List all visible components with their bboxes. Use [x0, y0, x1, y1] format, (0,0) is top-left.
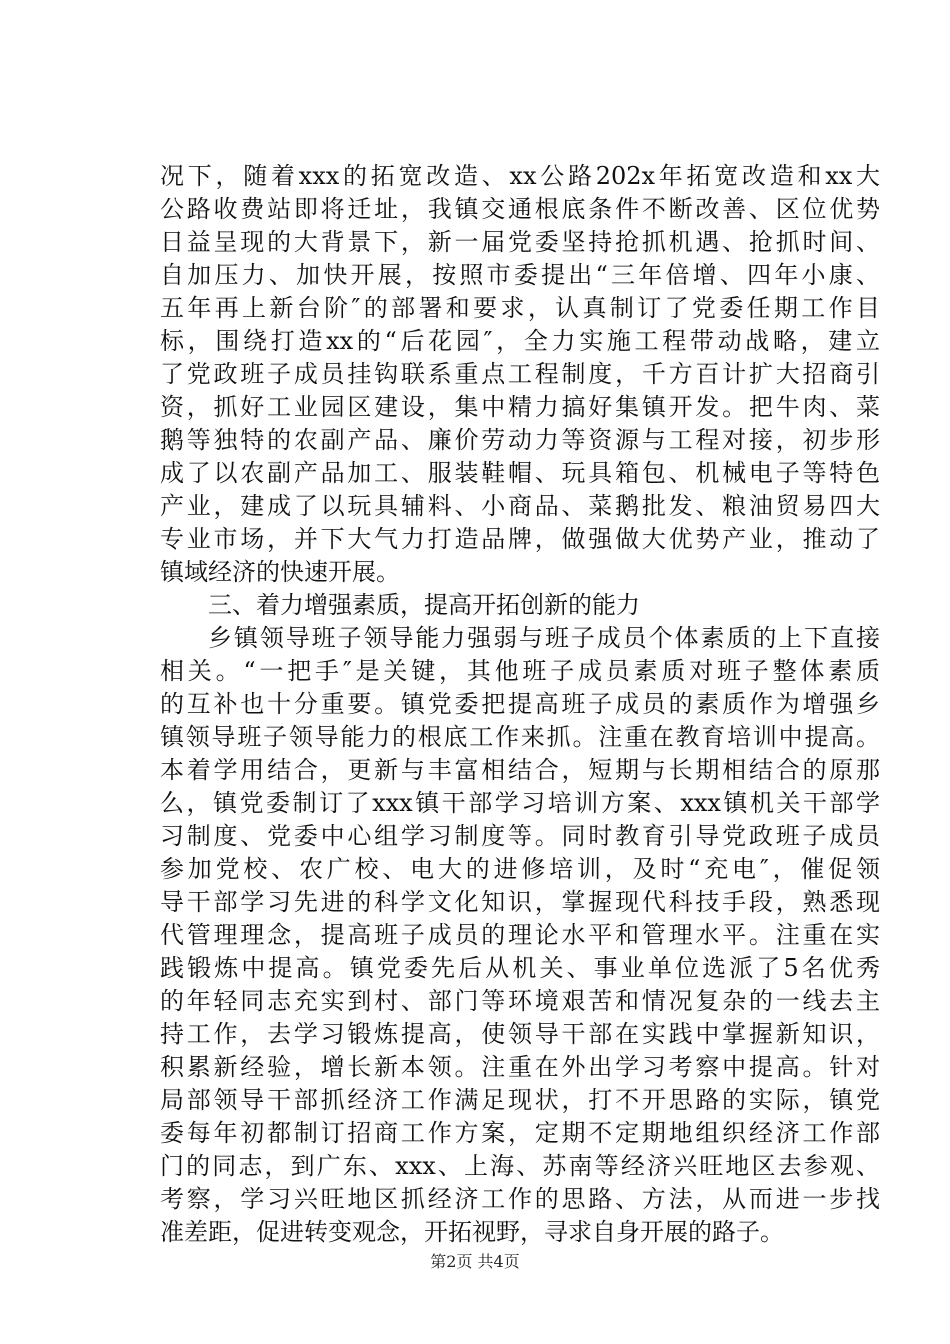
text-line: 局部领导干部抓经济工作满足现状，打不开思路的实际，镇党	[160, 1086, 880, 1114]
text-line: 门的同志，到广东、xxx、上海、苏南等经济兴旺地区去参观、	[160, 1152, 880, 1180]
text-line: 成了以农副产品加工、服装鞋帽、玩具箱包、机械电子等特色	[160, 459, 880, 487]
paragraph-3	[160, 622, 880, 1249]
text-line: 导干部学习先进的科学文化知识，掌握现代科技手段，熟悉现	[160, 888, 880, 916]
text-line: 专业市场，并下大气力打造品牌，做强做大优势产业，推动了	[160, 525, 880, 553]
text-line: 产业，建成了以玩具辅料、小商品、菜鹅批发、粮油贸易四大	[160, 492, 880, 520]
text-line: 资，抓好工业园区建设，集中精力搞好集镇开发。把牛肉、菜	[160, 393, 880, 421]
text-line: 委每年初都制订招商工作方案，定期不定期地组织经济工作部	[160, 1119, 880, 1147]
page-number-footer: 第2页 共4页	[430, 1252, 520, 1271]
text-line: 积累新经验，增长新本领。注重在外出学习考察中提高。针对	[160, 1053, 880, 1081]
section-heading	[160, 589, 880, 622]
text-line: 况下，随着xxx的拓宽改造、xx公路202x年拓宽改造和xx大	[160, 162, 880, 190]
text-line: 准差距，促进转变观念，开拓视野，寻求自身开展的路子。	[160, 1218, 784, 1246]
text-line: 五年再上新台阶″的部署和要求，认真制订了党委任期工作目	[160, 294, 880, 322]
text-line: 公路收费站即将迁址，我镇交通根底条件不断改善、区位优势	[160, 195, 880, 223]
text-line: 参加党校、农广校、电大的进修培训，及时“充电″，催促领	[160, 855, 880, 883]
text-line: 持工作，去学习锻炼提高，使领导干部在实践中掌握新知识，	[160, 1020, 880, 1048]
text-line: 镇领导班子领导能力的根底工作来抓。注重在教育培训中提高。	[160, 723, 880, 751]
text-line: 么，镇党委制订了xxx镇干部学习培训方案、xxx镇机关干部学	[160, 789, 880, 817]
text-line: 标，围绕打造xx的“后花园″，全力实施工程带动战略，建立	[160, 327, 880, 355]
text-line: 习制度、党委中心组学习制度等。同时教育引导党政班子成员	[160, 822, 880, 850]
text-line: 日益呈现的大背景下，新一届党委坚持抢抓机遇、抢抓时间、	[160, 228, 880, 256]
document-body	[160, 160, 880, 1249]
text-line: 鹅等独特的农副产品、廉价劳动力等资源与工程对接，初步形	[160, 426, 880, 454]
text-line: 的互补也十分重要。镇党委把提高班子成员的素质作为增强乡	[160, 690, 880, 718]
text-line: 代管理理念，提高班子成员的理论水平和管理水平。注重在实	[160, 921, 880, 949]
text-line: 乡镇领导班子领导能力强弱与班子成员个体素质的上下直接	[208, 624, 880, 652]
text-line: 相关。“一把手″是关键，其他班子成员素质对班子整体素质	[160, 657, 880, 685]
text-line: 本着学用结合，更新与丰富相结合，短期与长期相结合的原那	[160, 756, 880, 784]
text-line: 镇域经济的快速开展。	[160, 558, 400, 586]
text-line: 考察，学习兴旺地区抓经济工作的思路、方法，从而进一步找	[160, 1185, 880, 1213]
paragraph-1	[160, 160, 880, 589]
text-line: 了党政班子成员挂钩联系重点工程制度，千方百计扩大招商引	[160, 360, 880, 388]
text-line: 践锻炼中提高。镇党委先后从机关、事业单位选派了5名优秀	[160, 954, 880, 982]
text-line: 的年轻同志充实到村、部门等环境艰苦和情况复杂的一线去主	[160, 987, 880, 1015]
text-line: 自加压力、加快开展，按照市委提出“三年倍增、四年小康、	[160, 261, 880, 289]
section-heading-text: 三、着力增强素质，提高开拓创新的能力	[208, 591, 640, 619]
